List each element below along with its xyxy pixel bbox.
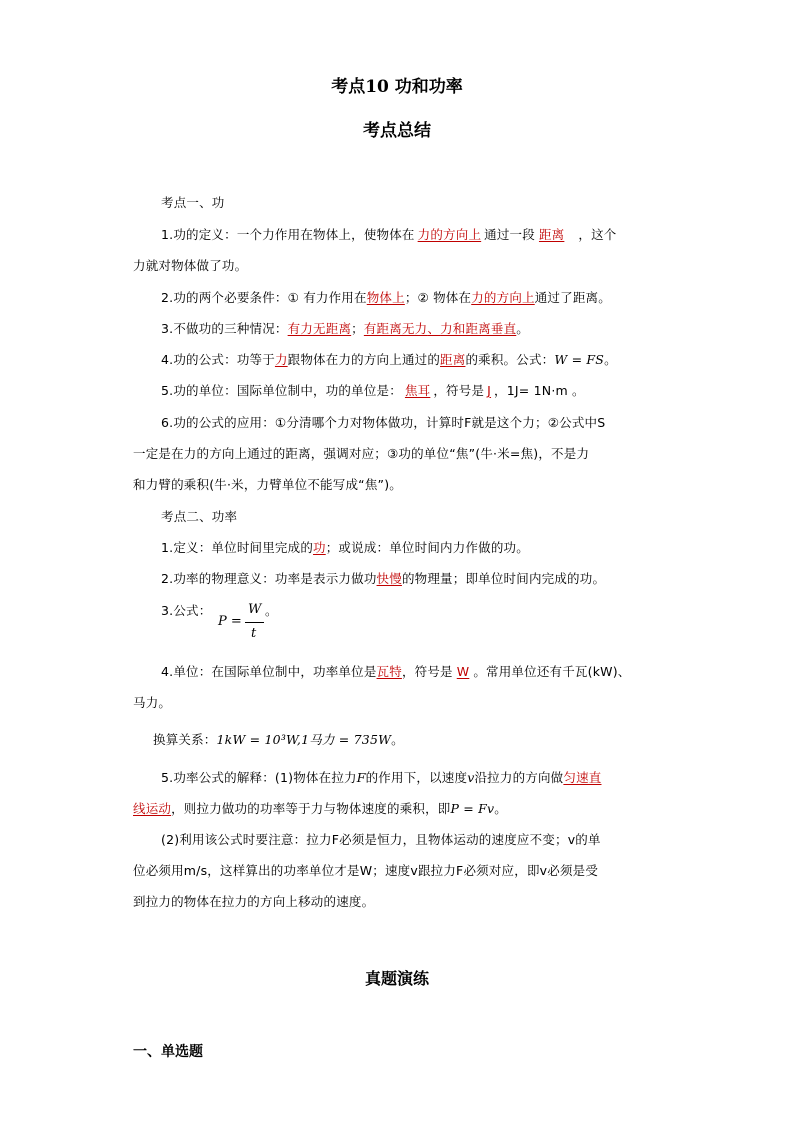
work-formula [161,350,617,368]
formula: 1kW = 10³W,1马力 = 735W [216,732,392,747]
symbol: v [467,770,475,785]
power-formula-denominator: t [251,626,257,641]
answer-blank: 力的方向上 [471,290,535,305]
answer-blank: 物体上 [366,290,405,305]
work-application-line3: 和力臂的乘积(牛·米，力臂单位不能写成“焦”)。 [133,477,402,492]
answer-blank: 有距离无力 [363,321,428,336]
section-title-single-choice: 一、单选题 [133,1044,203,1060]
power-unit-line2: 马力。 [133,695,172,710]
text: 4.功的公式：功等于 [161,352,275,367]
text: 跟物体在力的方向上通过的 [287,352,441,367]
fraction-bar [245,622,264,623]
power-note-line3: 到拉力的物体在拉力的方向上移动的速度。 [133,894,375,909]
answer-blank: 功 [313,540,326,555]
text: 5.功率公式的解释：(1)物体在拉力 [161,770,357,785]
work-application-line1: 6.功的公式的应用：①分清哪个力对物体做功，计算时F就是这个力；②公式中S [161,415,606,430]
text: 沿拉力的方向做 [474,770,564,785]
section-heading-power: 考点二、功率 [161,509,238,524]
work-conditions [161,288,611,306]
power-explanation-line2 [133,799,507,817]
answer-blank: 焦耳 [404,383,431,398]
formula: W = FS [554,352,605,367]
section-title-practice: 真题演练 [364,969,429,988]
power-note-line1: (2)利用该公式时要注意：拉力F必须是恒力，且物体运动的速度应不变；v的单 [161,832,601,847]
power-note-line2: 位必须用m/s，这样算出的功率单位才是W；速度v跟拉力F必须对应，即v必须是受 [133,863,599,878]
text: ，符号是 [433,383,485,398]
symbol: F [356,770,366,785]
answer-blank: 距离 [440,352,466,367]
text: 4.单位：在国际单位制中，功率单位是 [161,664,377,679]
text: 、 [427,321,441,336]
section-heading-work: 考点一、功 [161,195,225,210]
text: 2.功的两个必要条件：① 有力作用在 [161,290,367,305]
text: 3.不做功的三种情况： [161,321,288,336]
answer-blank: W [456,664,470,679]
work-definition-line1 [161,225,616,243]
power-explanation-line1 [161,768,602,786]
answer-blank: 匀速直 [563,770,602,785]
power-formula-P: P = [218,614,242,629]
text: 的物理量；即单位时间内完成的功。 [401,571,606,586]
answer-blank: 距离 [538,227,565,242]
page-subtitle: 考点总结 [363,121,431,141]
formula: P = Fv [450,801,495,816]
text: 。 [516,321,529,336]
work-unit [161,381,585,399]
answer-blank: 力 [274,352,288,367]
text: 。 [494,801,507,816]
text: 。 [391,732,404,747]
answer-blank: 线运动 [133,801,172,816]
text: ，则拉力做功的功率等于力与物体速度的乘积，即 [171,801,451,816]
work-application-line2: 一定是在力的方向上通过的距离，强调对应；③功的单位“焦”(牛·米=焦)，不是力 [133,446,590,461]
text: 2.功率的物理意义：功率是表示力做功 [161,571,377,586]
answer-blank: 快慢 [376,571,402,586]
text: 通过一段 [484,227,535,242]
answer-blank: J [487,383,492,398]
text: ； [351,321,364,336]
power-meaning [161,569,605,587]
power-unit-line1 [161,662,630,680]
text: 。常用单位还有千瓦(kW)、 [473,664,631,679]
text: ，1J= 1N·m 。 [494,383,585,398]
text: ，符号是 [401,664,453,679]
text: 的乘积。公式： [465,352,555,367]
power-formula-end: 。 [265,603,278,618]
text: ；② 物体在 [404,290,472,305]
text: 1.定义：单位时间里完成的 [161,540,314,555]
text: 换算关系： [153,732,217,747]
no-work-cases [161,319,529,337]
work-definition-line2: 力就对物体做了功。 [133,258,248,273]
text: ；或说成：单位时间内力作做的功。 [325,540,529,555]
answer-blank: 力的方向上 [417,227,482,242]
text: 的作用下，以速度 [365,770,468,785]
text: 。 [604,352,617,367]
page-title: 考点10 功和功率 [331,77,463,97]
conversion [153,730,404,748]
answer-blank: 瓦特 [376,664,402,679]
power-definition [161,538,529,556]
power-formula-label: 3.公式： [161,603,212,618]
text: 5.功的单位：国际单位制中，功的单位是： [161,383,402,398]
answer-blank: 力和距离垂直 [440,321,517,336]
answer-blank: 有力无距离 [287,321,352,336]
text: 通过了距离。 [534,290,611,305]
text: 1.功的定义：一个力作用在物体上，使物体在 [161,227,415,242]
text: ，这个 [578,227,617,242]
power-formula-numerator: W [248,602,262,617]
